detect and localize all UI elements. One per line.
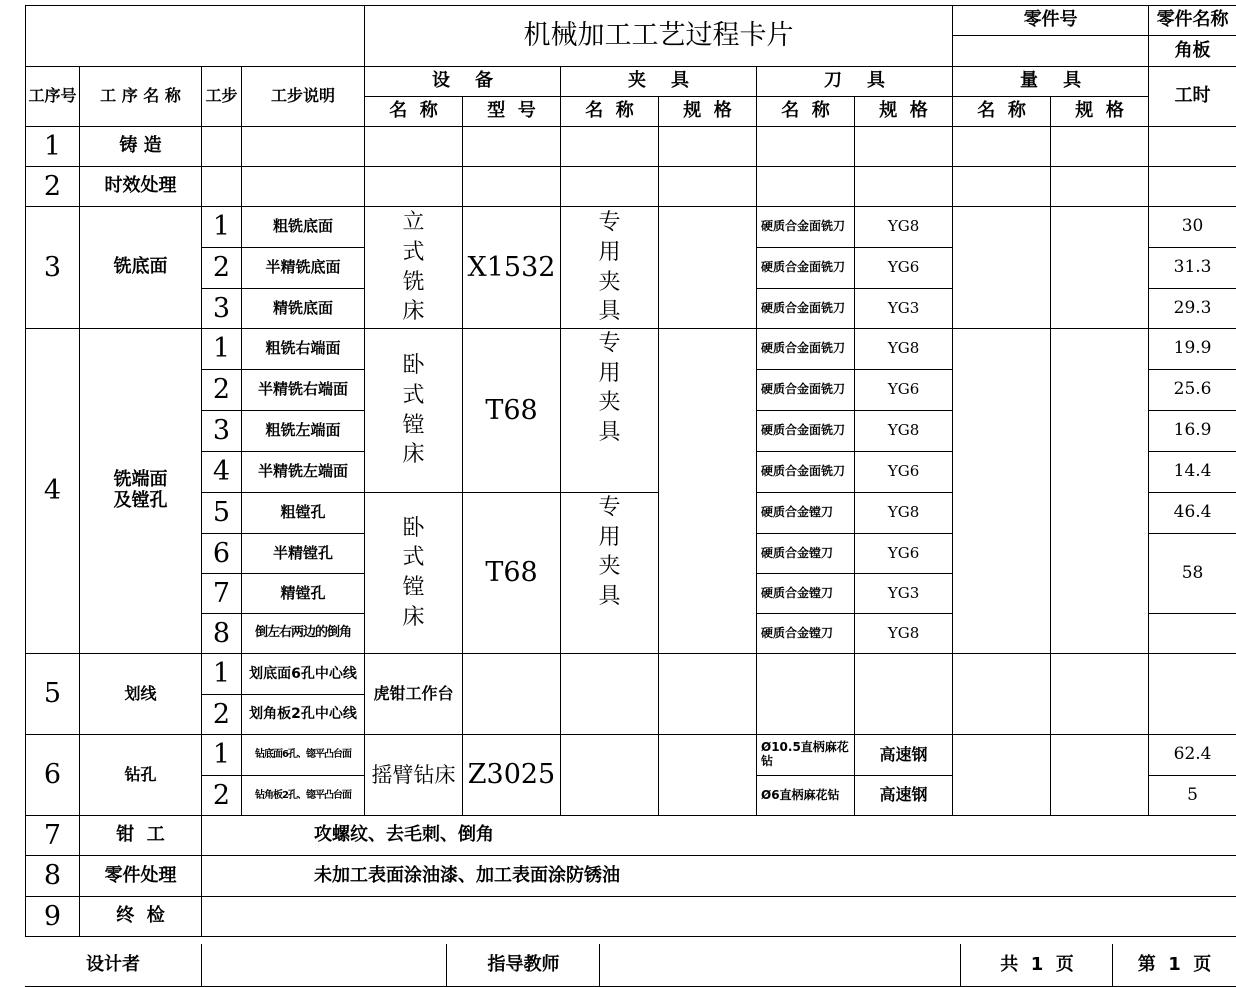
op-name: 铣端面 及镗孔 [80,329,202,654]
fixture-name: 专用夹具 [598,210,621,325]
work-time: 19.9 [1149,329,1236,370]
step-no: 1 [202,735,242,776]
col-step: 工步 [202,67,242,127]
step-no: 6 [202,534,242,574]
cutter-spec: 高速钢 [855,735,953,776]
instructor-label: 指导教师 [446,944,600,986]
step-no: 7 [202,574,242,614]
designer-label: 设计者 [86,954,140,975]
op-no: 5 [26,654,80,735]
cutter-name: 硬质合金面铣刀 [757,248,855,289]
op-no: 4 [26,329,80,654]
col-fixture: 夹 具 [561,67,757,97]
sub-equip-model: 型 号 [463,97,561,127]
work-time: 5 [1149,776,1236,816]
part-no-label: 零件号 [953,6,1149,36]
step-no: 3 [202,289,242,329]
sub-cutter-name: 名 称 [757,97,855,127]
work-time: 62.4 [1149,735,1236,776]
col-step-desc: 工步说明 [242,67,365,127]
op-no: 7 [26,816,80,856]
instructor-value [599,944,961,986]
step-desc: 半精铣右端面 [242,370,365,411]
step-no: 1 [202,207,242,248]
page-number: 第 1 页 [1112,944,1236,986]
step-desc: 精铣底面 [242,289,365,329]
cutter-spec: YG8 [855,207,953,248]
step-no: 2 [202,776,242,816]
step-desc: 倒左右两边的倒角 [242,614,365,654]
step-desc: 半精镗孔 [242,534,365,574]
step-desc: 粗铣右端面 [242,329,365,370]
table-row [26,654,1236,695]
step-no: 2 [202,370,242,411]
cutter-spec: YG8 [855,411,953,452]
step-desc: 粗铣底面 [242,207,365,248]
cutter-name: 硬质合金面铣刀 [757,329,855,370]
cutter-name: 硬质合金镗刀 [757,614,855,654]
cutter-name: 硬质合金镗刀 [757,574,855,614]
part-name-label: 零件名称 [1149,6,1236,36]
cutter-spec: YG3 [855,574,953,614]
op-name: 划线 [80,654,202,735]
equipment-model: Z3025 [463,735,561,816]
cutter-spec: YG8 [855,493,953,534]
work-time: 29.3 [1149,289,1236,329]
part-no-value [953,36,1149,67]
step-desc: 精镗孔 [242,574,365,614]
designer-value [201,944,447,986]
work-time: 58 [1149,534,1236,614]
cutter-spec: YG6 [855,452,953,493]
equipment-model: X1532 [463,207,561,329]
equipment-name: 卧式镗床 [402,353,425,468]
op-name: 时效处理 [80,167,202,207]
op-name: 零件处理 [80,856,202,897]
work-time: 14.4 [1149,452,1236,493]
col-time: 工时 [1149,67,1236,127]
op-note [202,897,1236,937]
cutter-spec: 高速钢 [855,776,953,816]
cutter-name: Ø10.5直柄麻花钻 [757,735,855,776]
cutter-spec: YG6 [855,370,953,411]
footer-row [25,944,1236,987]
total-pages: 共 1 页 [960,944,1113,986]
step-no: 2 [202,695,242,735]
step-desc: 粗镗孔 [242,493,365,534]
step-desc: 划角板2孔中心线 [242,695,365,735]
fixture-name: 专用夹具 [598,331,621,446]
step-desc: 划底面6孔中心线 [242,654,365,695]
cutter-name: 硬质合金面铣刀 [757,370,855,411]
card-title: 机械加工工艺过程卡片 [365,6,953,67]
work-time: 30 [1149,207,1236,248]
op-no: 6 [26,735,80,816]
work-time: 16.9 [1149,411,1236,452]
step-no: 1 [202,329,242,370]
cutter-spec: YG8 [855,329,953,370]
table-row [26,856,1236,897]
step-desc: 钻角板2孔、锪平凸台面 [242,776,365,816]
equipment-name: 摇臂钻床 [365,735,463,816]
cutter-name: 硬质合金镗刀 [757,493,855,534]
cutter-spec: YG6 [855,248,953,289]
blank-header-cell [26,6,365,67]
sub-equip-name: 名 称 [365,97,463,127]
equipment-name: 卧式镗床 [402,515,425,630]
sub-gauge-name: 名 称 [953,97,1051,127]
part-name-value: 角板 [1149,36,1236,67]
step-desc: 半精铣底面 [242,248,365,289]
cutter-name: 硬质合金面铣刀 [757,411,855,452]
sub-fixture-name: 名 称 [561,97,659,127]
cutter-name: Ø6直柄麻花钻 [757,776,855,816]
work-time: 31.3 [1149,248,1236,289]
op-no: 9 [26,897,80,937]
table-row [26,816,1236,856]
cutter-name: 硬质合金面铣刀 [757,452,855,493]
work-time: 25.6 [1149,370,1236,411]
op-note: 攻螺纹、去毛刺、倒角 [202,816,1236,856]
col-gauge: 量 具 [953,67,1149,97]
col-op-name: 工 序 名 称 [80,67,202,127]
cutter-name: 硬质合金面铣刀 [757,207,855,248]
work-time: 46.4 [1149,493,1236,534]
sub-gauge-spec: 规 格 [1051,97,1149,127]
equipment-name: 立式铣床 [402,210,425,325]
step-desc: 钻底面6孔、锪平凸台面 [242,735,365,776]
fixture-name: 专用夹具 [598,495,621,610]
op-no: 2 [26,167,80,207]
op-name: 钳 工 [80,816,202,856]
step-desc: 半精铣左端面 [242,452,365,493]
table-row [26,735,1236,776]
col-cutter: 刀 具 [757,67,953,97]
step-no: 2 [202,248,242,289]
step-no: 8 [202,614,242,654]
cutter-spec: YG6 [855,534,953,574]
equipment-model: T68 [463,329,561,493]
step-no: 1 [202,654,242,695]
equipment-model: T68 [463,493,561,654]
cutter-spec: YG3 [855,289,953,329]
step-desc: 粗铣左端面 [242,411,365,452]
op-note: 未加工表面涂油漆、加工表面涂防锈油 [202,856,1236,897]
col-op-no: 工序号 [26,67,80,127]
sub-cutter-spec: 规 格 [855,97,953,127]
op-no: 3 [26,207,80,329]
table-row [26,897,1236,937]
op-no: 1 [26,127,80,167]
step-no: 3 [202,411,242,452]
table-row [26,329,1236,370]
step-no: 5 [202,493,242,534]
table-row [26,207,1236,248]
equipment-name: 虎钳工作台 [365,654,463,735]
op-name: 铸 造 [80,127,202,167]
col-equipment: 设 备 [365,67,561,97]
op-no: 8 [26,856,80,897]
cutter-name: 硬质合金镗刀 [757,534,855,574]
cutter-spec: YG8 [855,614,953,654]
table-row [26,127,1236,167]
step-no: 4 [202,452,242,493]
sub-fixture-spec: 规 格 [659,97,757,127]
op-name: 终 检 [80,897,202,937]
op-name: 铣底面 [80,207,202,329]
cutter-name: 硬质合金面铣刀 [757,289,855,329]
table-row [26,167,1236,207]
process-card-table [25,5,1236,937]
op-name: 钻孔 [80,735,202,816]
